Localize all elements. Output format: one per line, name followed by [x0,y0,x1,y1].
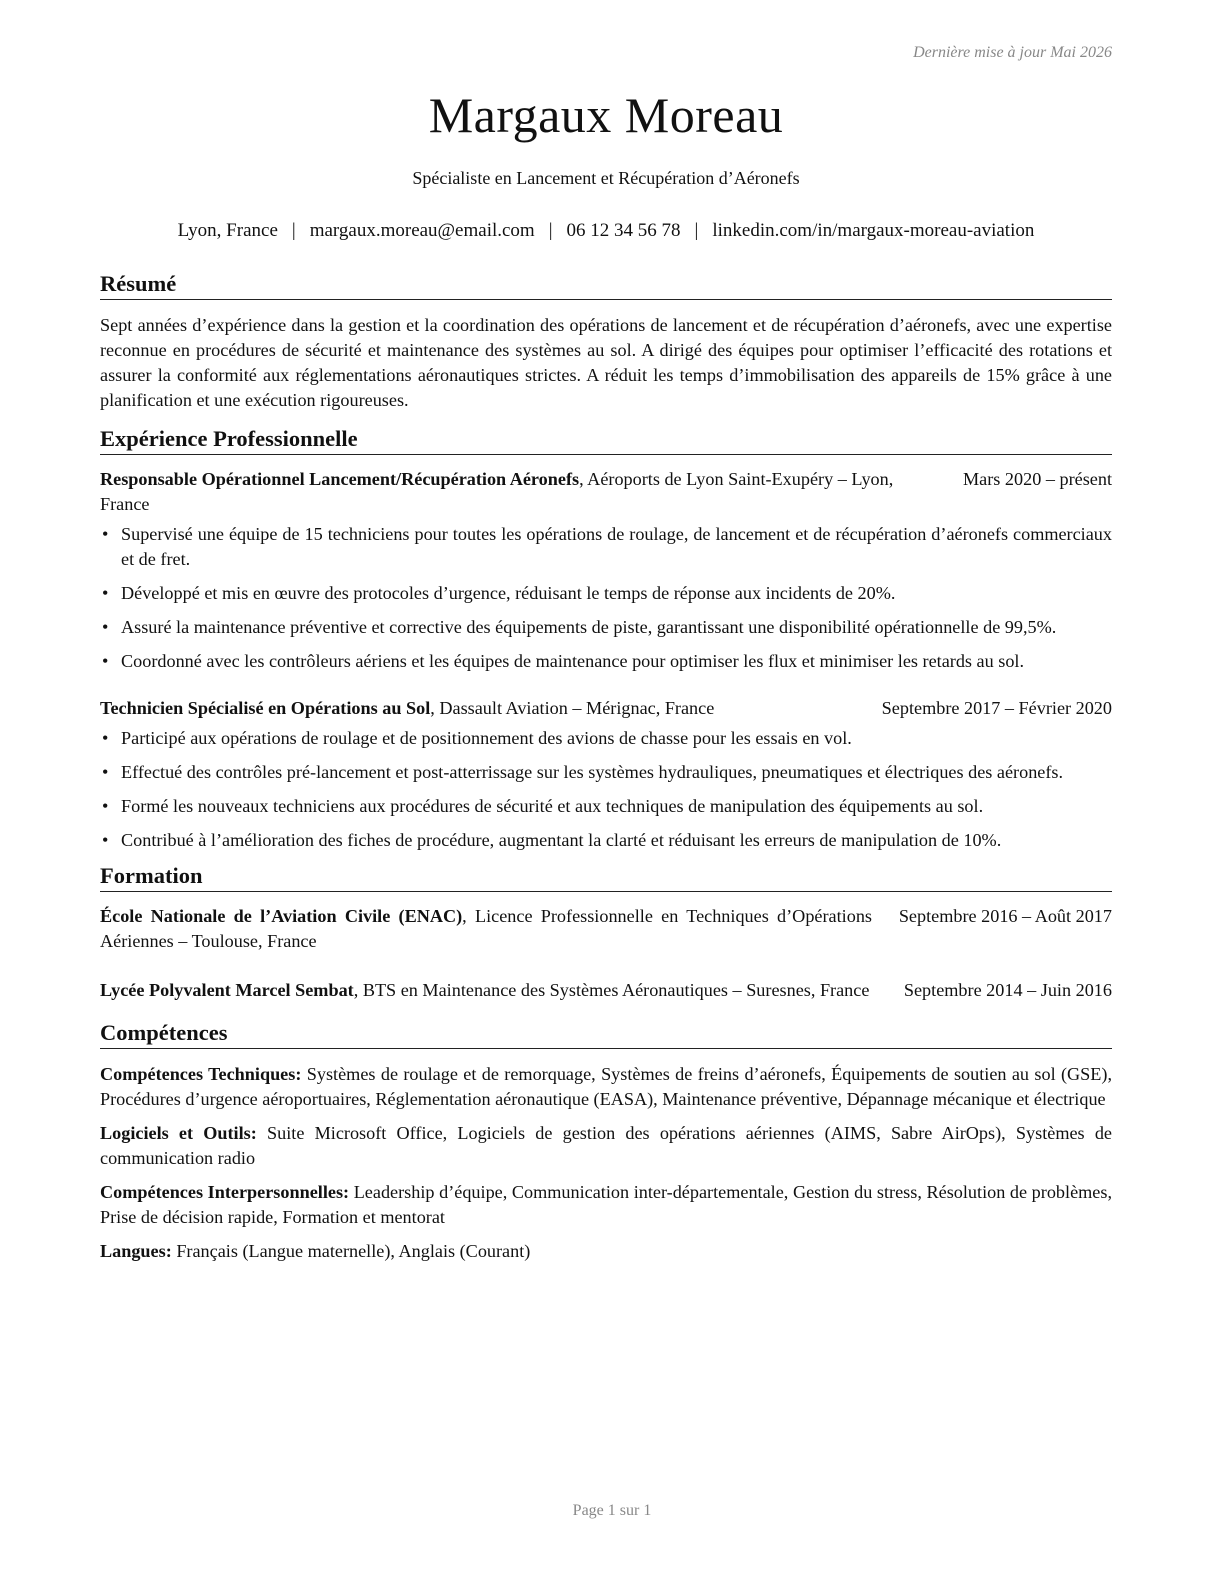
education-header [100,978,1112,1003]
list-item: • Développé et mis en œuvre des protocoles d’urgence, réduisant le temps de réponse aux incidents de 20%. [100,581,1112,606]
summary-section [100,270,1112,413]
resume-body [100,270,1112,1273]
skill-text: Français (Langue maternelle), Anglais (Courant) [171,1241,531,1261]
education-heading: Formation [100,862,1112,892]
education-dates: Septembre 2014 – Juin 2016 [903,980,1112,1000]
contact-separator: | [694,220,699,241]
job-title: Responsable Opérationnel Lancement/Récupération Aéronefs [100,469,580,489]
list-item: • Contribué à l’amélioration des fiches de procédure, augmentant la clarté et réduisant les erreurs de manipulation de 10%. [100,828,1112,853]
job-employer: , Dassault Aviation – Mérignac, France [430,698,715,718]
skill-label: Langues: [100,1241,172,1261]
education-dates: Septembre 2016 – Août 2017 [898,906,1112,926]
list-item: • Participé aux opérations de roulage et de positionnement des avions de chasse pour les essais en vol. [100,726,1112,751]
school-name: École Nationale de l’Aviation Civile (ENAC) [100,906,463,926]
contact-phone: 06 12 34 56 78 [566,220,681,241]
contact-linkedin[interactable]: linkedin.com/in/margaux-moreau-aviation [712,220,1035,241]
education-header [100,904,1112,954]
job-dates: Mars 2020 – présent [962,469,1112,489]
education-school-line [100,978,872,1003]
skills-section [100,1019,1112,1264]
education-entry [100,978,1112,1003]
skill-text: Suite Microsoft Office, Logiciels de gestion des opérations aériennes (AIMS, Sabre AirOps), Systèmes de communication radio [100,1123,1112,1168]
school-name: Lycée Polyvalent Marcel Sembat [100,980,354,1000]
summary-text: Sept années d’expérience dans la gestion et la coordination des opérations de lancement et de récupération d’aéronefs, avec une expertise reconnue en procédures de sécurité et maintenance des systèmes au sol. A dirigé des équipes pour optimiser l’efficacité des rotations et assurer la conformité aux réglementations aéronautiques strictes. A réduit les temps d’immobilisation des appareils de 15% grâce à une planification et une exécution rigoureuses. [100,315,1112,410]
experience-entry [100,696,1112,853]
skill-group [100,1121,1112,1171]
skill-group [100,1062,1112,1112]
skill-text: Leadership d’équipe, Communication inter-départementale, Gestion du stress, Résolution de problèmes, Prise de décision rapide, Formation et mentorat [100,1182,1112,1227]
experience-heading: Expérience Professionnelle [100,425,1112,455]
skill-text: Systèmes de roulage et de remorquage, Systèmes de freins d’aéronefs, Équipements de soutien au sol (GSE), Procédures d’urgence aéroportuaires, Réglementation aéronautique (EASA), Maintenance préventive, Dépannage mécanique et électrique [100,1064,1113,1109]
contact-location: Lyon, France [177,220,278,241]
list-item: • Effectué des contrôles pré-lancement et post-atterrissage sur les systèmes hydrauliques, pneumatiques et électriques des aéronefs. [100,760,1112,785]
contact-email[interactable]: margaux.moreau@email.com [309,220,535,241]
list-item: • Assuré la maintenance préventive et corrective des équipements de piste, garantissant une disponibilité opérationnelle de 99,5%. [100,615,1112,640]
job-employer: , Aéroports de Lyon Saint-Exupéry – Lyon, France [100,469,894,514]
job-title: Technicien Spécialisé en Opérations au Sol [100,698,431,718]
page-number: Page 1 sur 1 [572,1502,652,1519]
education-section [100,862,1112,1003]
degree-detail: , Licence Professionnelle en Techniques d’Opérations Aériennes – Toulouse, France [100,906,872,951]
contact-separator: | [548,220,553,241]
skill-group [100,1180,1112,1230]
list-item: • Supervisé une équipe de 15 techniciens pour toutes les opérations de roulage, de lancement et de récupération d’aéronefs commerciaux et de fret. [100,522,1112,572]
experience-entry [100,467,1112,674]
experience-section [100,425,1112,853]
contact-separator: | [291,220,296,241]
experience-header [100,696,1112,721]
education-school-line [100,904,872,954]
education-entry [100,904,1112,954]
skill-label: Compétences Interpersonnelles: [100,1182,350,1202]
skills-heading: Compétences [100,1019,1112,1049]
list-item: • Formé les nouveaux techniciens aux procédures de sécurité et aux techniques de manipulation des équipements au sol. [100,794,1112,819]
degree-detail: , BTS en Maintenance des Systèmes Aéronautiques – Suresnes, France [353,980,870,1000]
experience-role-line [100,467,912,517]
summary-heading: Résumé [100,270,1112,300]
job-bullets [100,522,1112,674]
skill-group [100,1239,1112,1264]
experience-header [100,467,1112,517]
job-bullets [100,726,1112,853]
skill-label: Logiciels et Outils: [100,1123,257,1143]
skill-label: Compétences Techniques: [100,1064,302,1084]
candidate-name: Margaux Moreau [428,87,784,143]
last-updated: Dernière mise à jour Mai 2026 [913,44,1112,61]
list-item: • Coordonné avec les contrôleurs aériens et les équipes de maintenance pour optimiser les flux et minimiser les retards au sol. [100,649,1112,674]
contact-line [80,220,1132,242]
candidate-headline: Spécialiste en Lancement et Récupération d’Aéronefs [412,168,800,188]
experience-role-line [100,696,872,721]
job-dates: Septembre 2017 – Février 2020 [881,698,1112,718]
